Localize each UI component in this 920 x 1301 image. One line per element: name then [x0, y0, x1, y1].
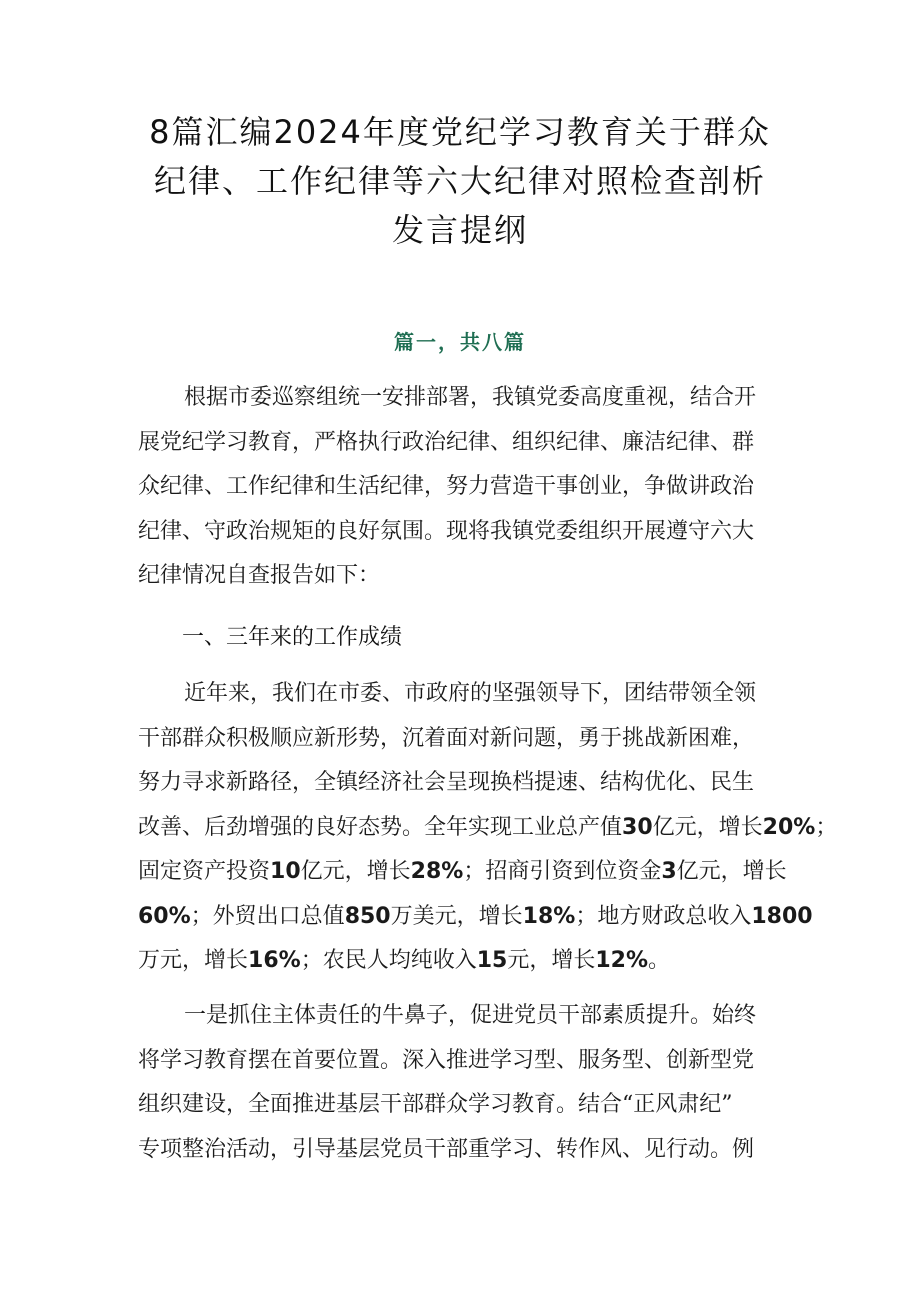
text-line: 努力寻求新路径，全镇经济社会呈现换档提速、结构优化、民生 — [138, 770, 755, 795]
title-line: 8篇汇编2024年度党纪学习教育关于群众 — [149, 113, 771, 151]
stat-value: 3 — [661, 859, 677, 884]
stat-value: 20% — [762, 814, 816, 840]
stat-value: 850 — [344, 903, 391, 929]
stat-value: 12% — [595, 948, 649, 973]
stats-line — [138, 939, 798, 984]
text-segment: 元，增长 — [507, 948, 596, 973]
intro-paragraph — [138, 376, 798, 599]
text-segment: ； — [815, 814, 838, 840]
text-segment: 固定资产投资 — [138, 859, 271, 884]
text-line: 纪律、守政治规矩的良好氛围。现将我镇党委组织开展遵守六大 — [138, 518, 755, 544]
stat-value: 15 — [476, 948, 508, 973]
section-label: 篇一，共八篇 — [394, 330, 526, 354]
text-line: 干部群众积极顺应新形势，沉着面对新问题，勇于挑战新困难， — [138, 725, 755, 751]
text-segment: 。 — [648, 948, 671, 973]
text-segment: 万美元，增长 — [390, 903, 523, 929]
text-line: 专项整治活动，引导基层党员干部重学习、转作风、见行动。例 — [138, 1136, 755, 1162]
stat-value: 60% — [138, 903, 191, 929]
text-line: 众纪律、工作纪律和生活纪律，努力营造干事创业，争做讲政治 — [138, 474, 755, 499]
stats-line — [138, 850, 798, 895]
stat-value: 1800 — [751, 903, 813, 929]
text-segment: 改善、后劲增强的良好态势。全年实现工业总产值 — [138, 814, 623, 840]
text-line: 纪律情况自查报告如下： — [138, 563, 381, 588]
section-heading: 一、三年来的工作成绩 — [182, 625, 403, 650]
text-line: 将学习教育摆在首要位置。深入推进学习型、服务型、创新型党 — [138, 1047, 755, 1073]
document-title — [120, 108, 800, 255]
text-line: 展党纪学习教育，严格执行政治纪律、组织纪律、廉洁纪律、群 — [138, 429, 755, 455]
text-segment: 万元，增长 — [138, 948, 249, 973]
stat-value: 30 — [622, 814, 653, 840]
stat-value: 28% — [410, 859, 464, 884]
achievements-paragraph — [138, 672, 838, 984]
text-segment: ；外贸出口总值 — [190, 903, 345, 929]
stat-value: 10 — [270, 859, 301, 884]
text-segment: ；招商引资到位资金 — [463, 859, 662, 884]
title-line: 纪律、工作纪律等六大纪律对照检查剖析 — [153, 162, 766, 200]
point-1-paragraph — [138, 994, 798, 1172]
stats-line — [138, 895, 813, 940]
text-segment: ；地方财政总收入 — [575, 903, 752, 929]
stats-line — [138, 806, 838, 851]
text-segment: ；农民人均纯收入 — [300, 948, 477, 973]
stat-value: 18% — [522, 903, 576, 929]
text-segment: 亿元，增长 — [676, 859, 787, 884]
text-line: 组织建设，全面推进基层干部群众学习教育。结合“正风肃纪” — [138, 1092, 733, 1117]
text-line: 近年来，我们在市委、市政府的坚强领导下，团结带领全领 — [184, 681, 757, 706]
stat-value: 16% — [248, 948, 301, 973]
title-line: 发言提纲 — [391, 211, 528, 249]
text-line: 一是抓住主体责任的牛鼻子，促进党员干部素质提升。始终 — [184, 1003, 757, 1028]
text-segment: 亿元，增长 — [652, 814, 763, 840]
text-line: 根据市委巡察组统一安排部署，我镇党委高度重视，结合开 — [184, 385, 757, 410]
text-segment: 亿元，增长 — [300, 859, 411, 884]
